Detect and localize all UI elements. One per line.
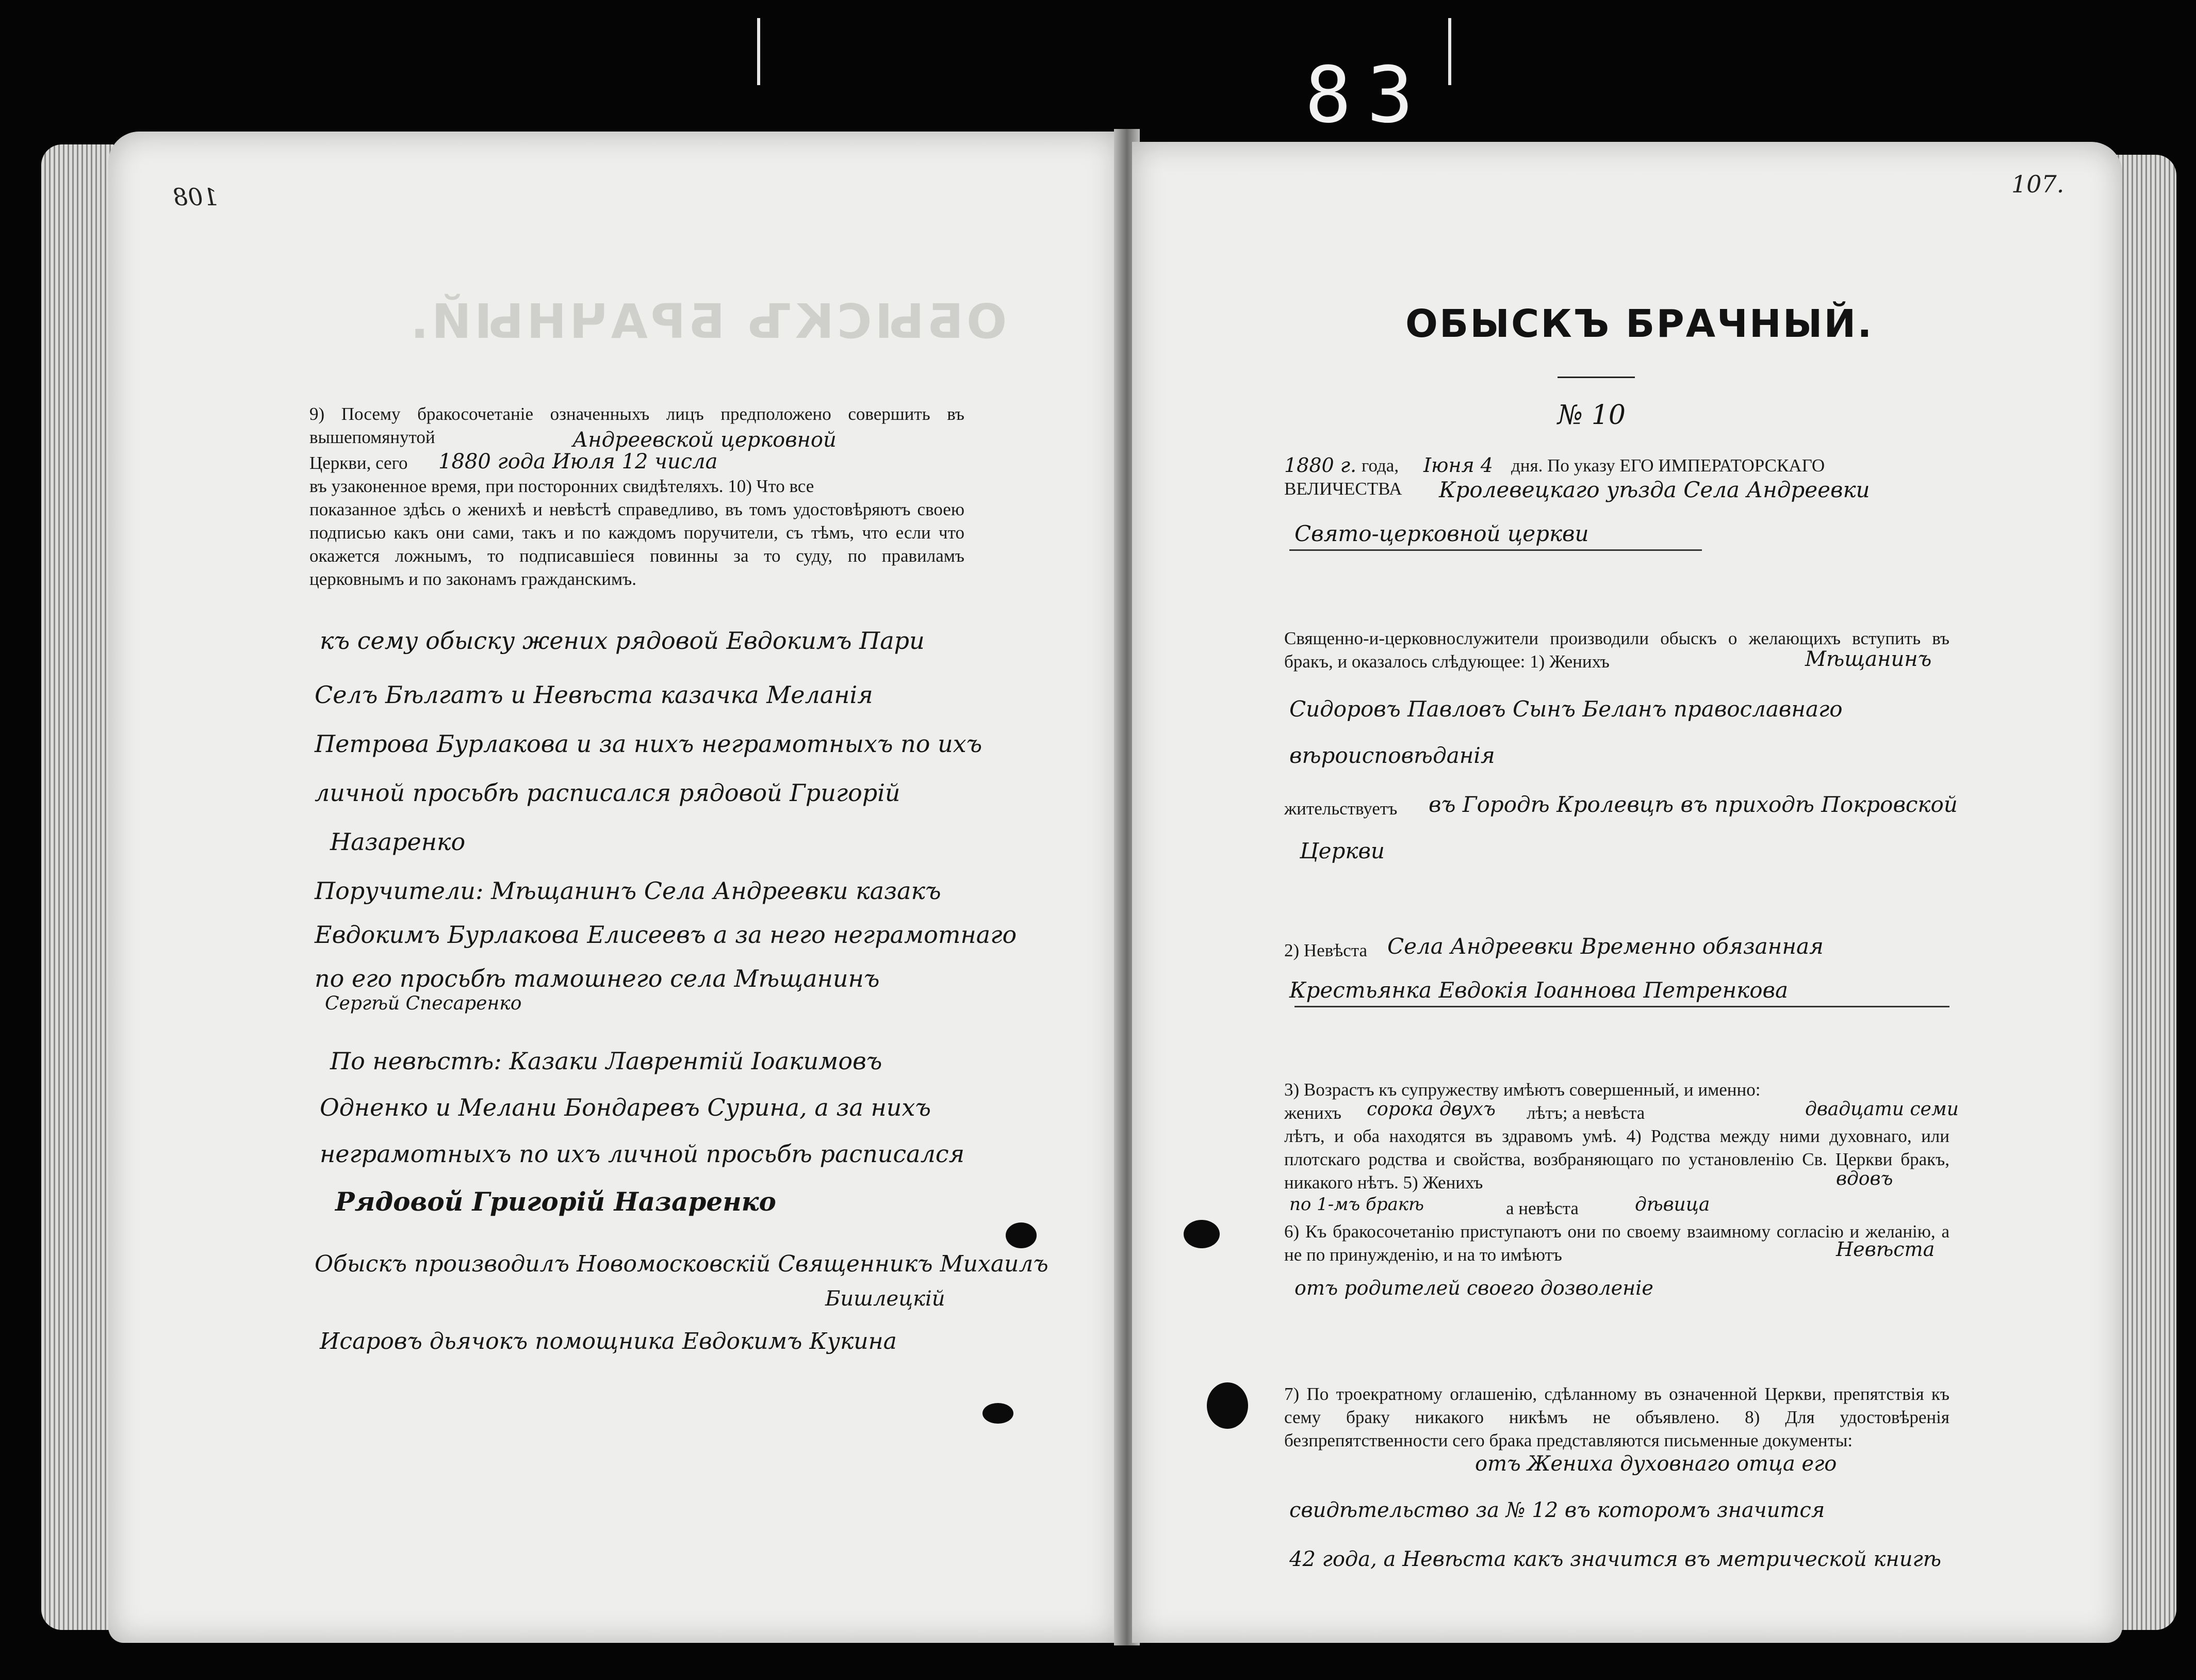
left-printed-paragraph-10: показанное здѣсь о женихѣ и невѣстѣ справедливо, въ томъ удостовѣряютъ своею подписью какъ они сами, такъ и по каждомъ поручители, съ тѣмъ, что если что окажется ложнымъ, то подписавшіеся повинны за то суду, по правиламъ церковнымъ и по законамъ гражданскимъ. <box>309 499 964 589</box>
hand-groom-1: Сидоровъ Павловъ Сынъ Беланъ православнаго <box>1289 696 1843 722</box>
left-hand-line: Поручители: Мѣщанинъ Села Андреевки казакъ <box>315 877 941 905</box>
hand-residence-1: въ Городѣ Кролевцѣ въ приходѣ Покровской <box>1429 792 1958 817</box>
printed-consent: 6) Къ бракосочетанію приступаютъ они по своему взаимному согласію и желанію, а не по принужденію, и на то имѣютъ <box>1284 1221 1949 1265</box>
frame-tick-right <box>1448 18 1451 85</box>
left-hand-line: Сергѣй Спесаренко <box>325 993 522 1014</box>
ink-blot <box>1006 1222 1037 1248</box>
fill-line <box>1289 549 1702 551</box>
printed-majesty: ВЕЛИЧЕСТВА <box>1284 479 1402 499</box>
frame-tick-left <box>757 18 760 85</box>
hand-bride-2: Крестьянка Евдокія Іоаннова Петренкова <box>1289 977 1789 1003</box>
archive-frame-number: 83 <box>1305 51 1429 140</box>
left-hand-line: Евдокимъ Бурлакова Елисеевъ а за него неграмотнаго <box>315 921 1017 949</box>
hand-residence-2: Церкви <box>1300 838 1385 863</box>
hand-groom-status: вдовъ <box>1836 1168 1893 1189</box>
left-hand-date: 1880 года Июля 12 числа <box>438 450 718 474</box>
printed-residence: жительствуетъ <box>1284 798 1398 819</box>
left-hand-line: Петрова Бурлакова и за нихъ неграмотныхъ по ихъ <box>315 730 982 758</box>
title-flourish <box>1558 377 1635 378</box>
hand-bride-age: двадцати семи <box>1805 1099 1959 1120</box>
printed-bride-status: а невѣста <box>1506 1198 1579 1218</box>
left-hand-line: неграмотныхъ по ихъ личной просьбѣ расписался <box>320 1140 965 1168</box>
hand-parish-2: Свято-церковной церкви <box>1294 521 1589 546</box>
left-hand-line: Обыскъ производилъ Новомосковскій Священникъ Михаилъ <box>315 1251 1048 1277</box>
left-hand-church: Андреевской церковной <box>572 428 837 452</box>
hand-consent-2: отъ родителей своего дозволеніе <box>1294 1277 1653 1299</box>
hand-marriage: по 1-мъ бракѣ <box>1289 1194 1424 1215</box>
hand-docs-3: 42 года, а Невѣста какъ значится въ метрической книгѣ <box>1289 1547 1942 1571</box>
record-number: № 10 <box>1558 400 1626 431</box>
fill-line <box>1294 1006 1949 1007</box>
hand-groom-2: вѣроисповѣданія <box>1289 743 1495 768</box>
hand-month-day: Іюня 4 <box>1423 454 1493 477</box>
left-hand-line: личной просьбѣ расписался рядовой Григорій <box>315 779 900 807</box>
left-page-number: 108 <box>173 183 218 211</box>
hand-groom-age: сорока двухъ <box>1367 1099 1496 1120</box>
left-printed-time: въ узаконенное время, при посторонних свидѣтеляхъ. 10) Что все <box>309 476 814 496</box>
ink-blot <box>1207 1382 1248 1429</box>
printed-groom-age: женихъ <box>1284 1103 1341 1123</box>
printed-let: лѣтъ; а невѣста <box>1527 1103 1645 1123</box>
left-hand-line: Рядовой Григорій Назаренко <box>335 1186 776 1217</box>
left-hand-line: къ сему обыску жених рядовой Евдокимъ Пари <box>320 627 925 655</box>
left-hand-line: Одненко и Мелани Бондаревъ Сурина, а за нихъ <box>320 1094 931 1121</box>
hand-docs-2: свидѣтельство за № 12 въ которомъ значится <box>1289 1498 1825 1522</box>
left-page-edges <box>41 144 113 1630</box>
hand-groom-title: Мѣщанинъ <box>1805 647 1932 671</box>
hand-docs-1: отъ Жениха духовнаго отца его <box>1475 1452 1837 1476</box>
ink-blot <box>982 1403 1013 1424</box>
printed-age-2: лѣтъ, и оба находятся въ здравомъ умѣ. 4) Родства между ними духовнаго, или плотскаго родства и свойства, возбраняющаго по установленію Св. Церкви бракъ, никакого нѣтъ. 5) Женихъ <box>1284 1126 1949 1193</box>
left-hand-line: по его просьбѣ тамошнего села Мѣщанинъ <box>315 965 880 992</box>
hand-year: 1880 г. <box>1284 454 1357 477</box>
left-printed-church: Церкви, сего <box>309 453 408 473</box>
ink-blot <box>1184 1220 1220 1248</box>
printed-banns: 7) По троекратному оглашенію, сдѣланному въ означенной Церкви, препятствія къ сему браку никакого никѣмъ не объявлено. 8) Для удостовѣренія безпрепятственности сего брака представляются письменные документы: <box>1284 1384 1949 1450</box>
printed-clergy: Священно-и-церковнослужители производили обыскъ о желающихъ вступить въ бракъ, и оказалось слѣдующее: 1) Женихъ <box>1284 628 1949 672</box>
printed-bride: 2) Невѣста <box>1284 940 1368 960</box>
left-hand-line: Бишлецкій <box>825 1287 945 1311</box>
page-title: ОБЫСКЪ БРАЧНЫЙ. <box>1405 302 1874 346</box>
bleedthrough-title: ОБЫСКЪ БРАЧНЫЙ. <box>407 294 1007 349</box>
hand-consent-1: Невѣста <box>1836 1238 1935 1261</box>
left-hand-line: Исаровъ дьячокъ помощника Евдокимъ Кукина <box>320 1328 897 1355</box>
hand-parish-1: Кролевецкаго уѣзда Села Андреевки <box>1439 477 1870 502</box>
left-hand-line: Назаренко <box>330 828 466 856</box>
right-page-number: 107. <box>2011 170 2064 198</box>
left-hand-line: По невѣстѣ: Казаки Лаврентій Іоакимовъ <box>330 1047 882 1075</box>
printed-decree: дня. По указу ЕГО ИМПЕРАТОРСКАГО <box>1511 455 1825 476</box>
hand-bride-status: дѣвица <box>1635 1194 1710 1215</box>
printed-god: года, <box>1362 455 1399 476</box>
left-printed-paragraph-9: 9) Посему бракосочетаніе означенныхъ лицъ предположено совершить въ вышепомянутой <box>309 404 964 447</box>
left-hand-line: Селъ Бѣлгатъ и Невѣста казачка Меланія <box>315 681 873 709</box>
printed-age-1: 3) Возрастъ къ супружеству имѣютъ совершенный, и именно: <box>1284 1080 1761 1100</box>
hand-bride-1: Села Андреевки Временно обязанная <box>1387 934 1824 959</box>
right-page-edges <box>2115 155 2176 1630</box>
